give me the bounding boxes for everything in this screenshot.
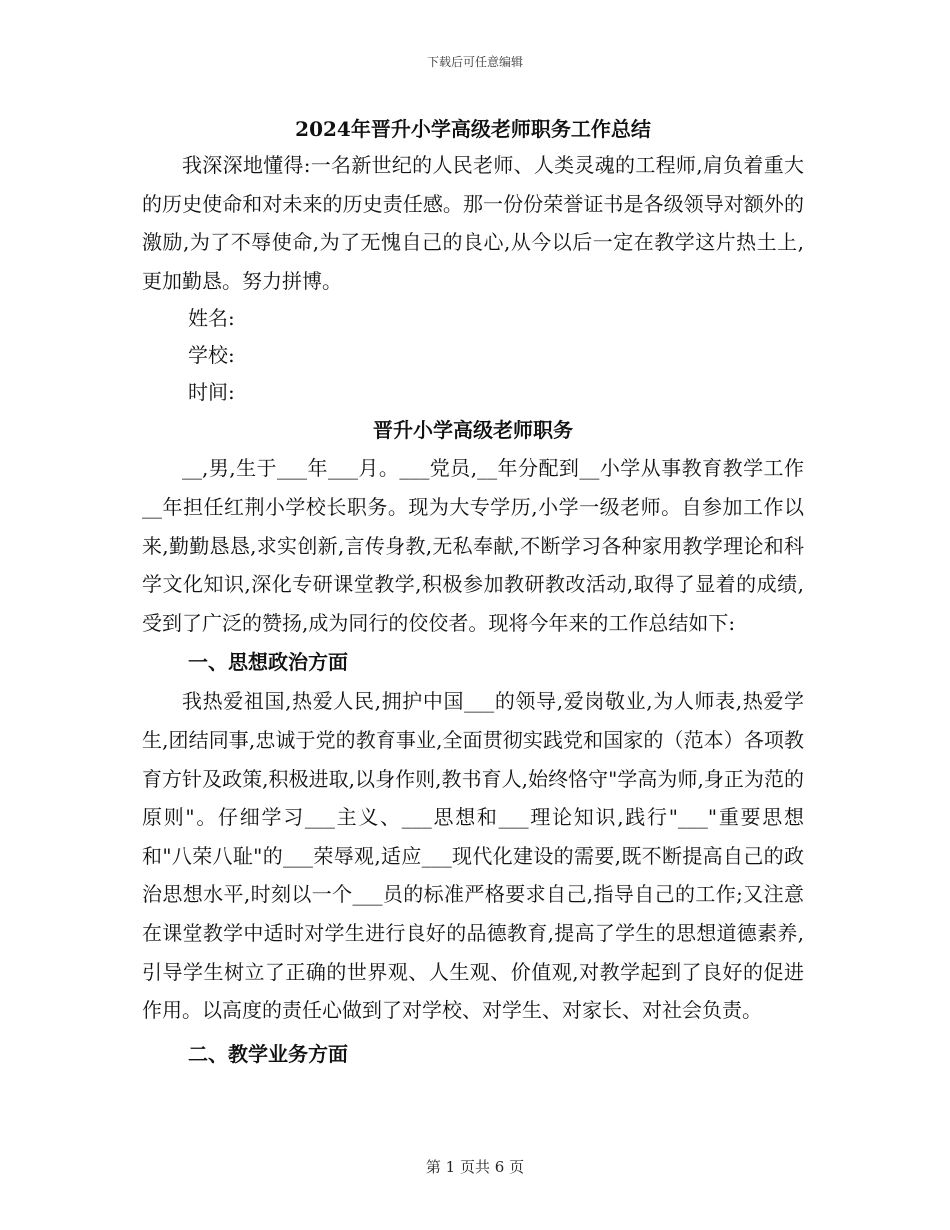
time-field-label: 时间: bbox=[188, 380, 235, 405]
page-footer: 第 1 页共 6 页 bbox=[425, 1158, 525, 1176]
political-paragraph: 我热爱祖国,热爱人民,拥护中国___的领导,爱岗敬业,为人师表,热爱学生,团结同事,忠诚于党的教育事业,全面贯彻实践党和国家的（范本）各项教育方针及政策,积极进取,以身作则,教书育人,始终恪守"学高为师,身正为范的原则"。仔细学习___主义、___思想和___理论知识,践行"___"重要思想和"八荣八耻"的___荣辱观,适应___现代化建设的需要,既不断提高自己的政治思想水平,时刻以一个___员的标准严格要求自己,指导自己的工作;又注意在课堂教学中适时对学生进行良好的品德教育,提高了学生的思想道德素养,引导学生树立了正确的世界观、人生观、价值观,对教学起到了良好的促进作用。以高度的责任心做到了对学校、对学生、对家长、对社会负责。 bbox=[142, 689, 804, 1023]
school-field-label: 学校: bbox=[188, 343, 235, 368]
profile-paragraph: __,男,生于___年___月。___党员,__年分配到__小学从事教育教学工作__年担任红荆小学校长职务。现为大专学历,小学一级老师。自参加工作以来,勤勤恳恳,求实创新,言传身教,无私奉献,不断学习各种家用教学理论和科学文化知识,深化专研课堂教学,积极参加教研教改活动,取得了显着的成绩,受到了广泛的赞扬,成为同行的佼佼者。现将今年来的工作总结如下: bbox=[142, 456, 804, 635]
document-body bbox=[142, 112, 804, 1074]
document-subtitle: 晋升小学高级老师职务 bbox=[373, 418, 573, 443]
section-heading-teaching: 二、教学业务方面 bbox=[188, 1041, 348, 1066]
header-note: 下载后可任意编辑 bbox=[426, 55, 523, 69]
section-heading-political: 一、思想政治方面 bbox=[188, 650, 348, 675]
name-field-label: 姓名: bbox=[188, 306, 235, 331]
intro-paragraph: 我深深地懂得:一名新世纪的人民老师、人类灵魂的工程师,肩负着重大的历史使命和对未来的历史责任感。那一份份荣誉证书是各级领导对额外的激励,为了不辱使命,为了无愧自己的良心,从今以后一定在教学这片热土上,更加勤恳。努力拼博。 bbox=[142, 153, 804, 293]
document-title: 2024年晋升小学高级老师职务工作总结 bbox=[295, 117, 651, 141]
